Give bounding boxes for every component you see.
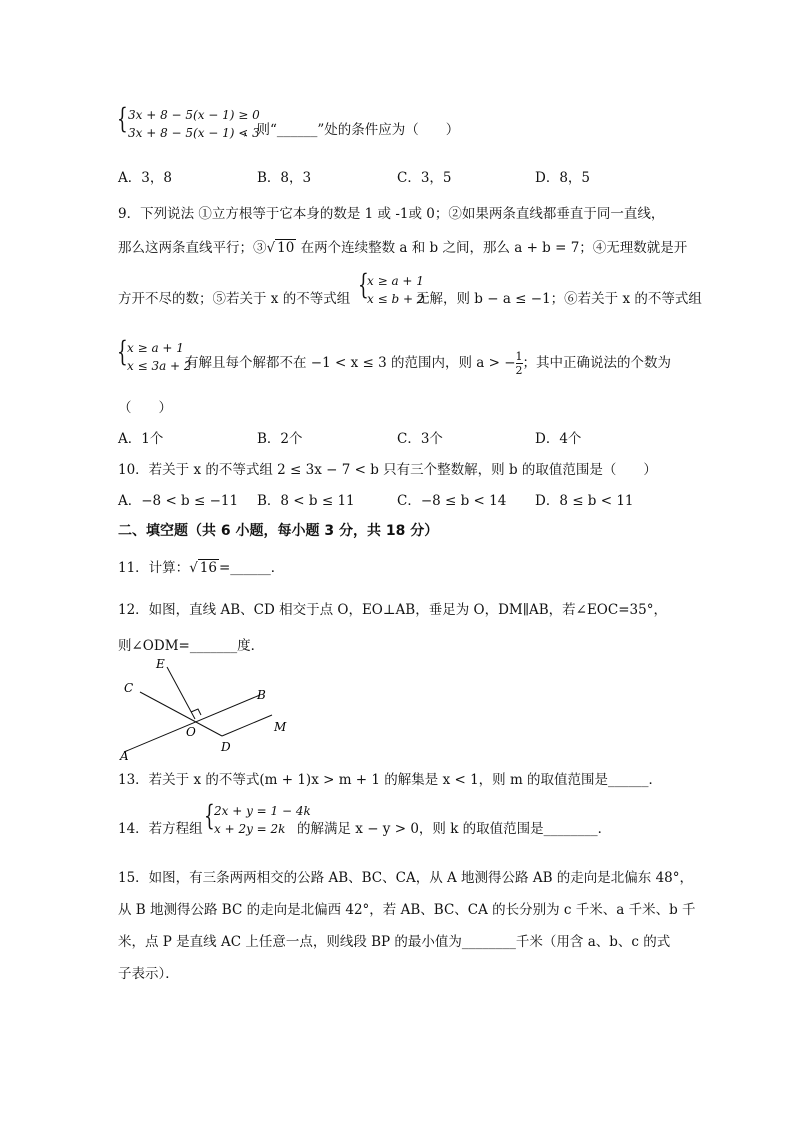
q11-text-a: 11．计算：: [118, 560, 190, 576]
q9-option-c: C．3个: [397, 431, 443, 447]
q9-sys2-line2: x ≤ 3a + 2: [127, 359, 192, 373]
q9-frac-den: 2: [515, 364, 523, 377]
q8-brace: {: [117, 102, 128, 135]
q8-sys-line1: 3x + 8 − 5(x − 1) ≥ 0: [128, 108, 260, 122]
q9-sqrt-symbol: √: [266, 240, 276, 256]
q15-line1: 15．如图，有三条两两相交的公路 AB、BC、CA，从 A 地测得公路 AB 的走向是北偏东 48°，: [118, 870, 694, 886]
q8-option-d: D．8，5: [535, 170, 591, 186]
q9-line2-a: 那么这两条直线平行；③: [118, 240, 267, 256]
q14-sys-line1: 2x + y = 1 − 4k: [214, 804, 311, 818]
q10-option-b: B．8 < b ≤ 11: [257, 493, 355, 509]
q15-line3: 米，点 P 是直线 AC 上任意一点，则线段 BP 的最小值为________千米（用含 a、b、c 的式: [118, 934, 671, 950]
q9-sys1-line1: x ≥ a + 1: [367, 274, 424, 288]
label-c: C: [124, 681, 134, 695]
section-2-heading: 二、填空题（共 6 小题，每小题 3 分，共 18 分）: [118, 523, 439, 539]
q11-line: [118, 556, 284, 576]
q9-line1: 9．下列说法 ①立方根等于它本身的数是 1 或 -1或 0；②如果两条直线都垂直于同一直线，: [118, 206, 665, 222]
q9-frac-num: 1: [515, 350, 523, 363]
q8-text: ，则“______”处的条件应为（ ）: [243, 122, 460, 138]
q8-option-c: C．3，5: [397, 170, 452, 186]
line-dm: [222, 715, 272, 736]
label-e: E: [156, 657, 165, 671]
q9-system-2: [127, 339, 192, 375]
q12-figure: [110, 652, 310, 764]
q11-text-b: =______．: [218, 560, 285, 576]
q12-line2: 则∠ODM=_______度．: [118, 638, 265, 654]
q12-line1: 12．如图，直线 AB、CD 相交于点 O，EO⊥AB，垂足为 O，DM∥AB，若∠EOC=35°，: [118, 602, 667, 618]
q9-line4-b: 有解且每个解都不在 −1 < x ≤ 3 的范围内，则 a > −: [185, 355, 516, 371]
q14-text-b: 的解满足 x − y > 0，则 k 的取值范围是________．: [297, 821, 612, 837]
q9-line2: [118, 236, 687, 256]
q14-sys-line2: x + 2y = 2k: [214, 822, 286, 836]
q15-line2: 从 B 地测得公路 BC 的走向是北偏西 42°，若 AB、BC、CA 的长分别为 c 千米、a 千米、b 千: [118, 902, 696, 918]
q10-option-c: C．−8 ≤ b < 14: [397, 493, 507, 509]
label-d: D: [221, 740, 231, 754]
q9-option-d: D．4个: [535, 431, 582, 447]
q9-sqrt-value: 10: [277, 240, 295, 256]
q10-text: 10．若关于 x 的不等式组 2 ≤ 3x − 7 < b 只有三个整数解，则 b 的取值范围是（ ）: [118, 462, 657, 478]
q9-line4-c: ；其中正确说法的个数为: [522, 355, 672, 371]
q9-option-a: A．1个: [118, 431, 164, 447]
q9-line4: [185, 350, 671, 377]
q9-line3-b: 无解，则 b − a ≤ −1；⑥若关于 x 的不等式组: [416, 291, 702, 307]
q9-sys2-line1: x ≥ a + 1: [127, 341, 184, 355]
q9-option-b: B．2个: [257, 431, 303, 447]
q11-sqrt-value: 16: [199, 560, 217, 576]
label-b: B: [257, 688, 266, 702]
q8-option-b: B．8，3: [257, 170, 312, 186]
line-eo: [167, 667, 195, 719]
q9-brace-1: {: [358, 268, 369, 301]
label-a: A: [120, 749, 129, 763]
q11-sqrt-symbol: √: [189, 560, 198, 576]
q8-option-a: A．3，8: [118, 170, 172, 186]
q10-option-a: A．−8 < b ≤ −11: [118, 493, 239, 509]
line-cd: [140, 692, 222, 736]
q15-line4: 子表示）．: [118, 966, 179, 982]
label-m: M: [274, 720, 287, 734]
q8-sys-line2: 3x + 8 − 5(x − 1) < 3: [128, 126, 260, 140]
line-ab: [124, 695, 260, 752]
q8-system: [128, 106, 260, 142]
q10-option-d: D．8 ≤ b < 11: [535, 493, 634, 509]
q9-paren: （ ）: [118, 400, 172, 416]
q9-sys1-line2: x ≤ b + 2: [367, 292, 425, 306]
label-o: O: [186, 725, 196, 739]
q14-text-a: 14．若方程组: [118, 821, 203, 837]
q13-text: 13．若关于 x 的不等式(m + 1)x > m + 1 的解集是 x < 1，则 m 的取值范围是______．: [118, 772, 663, 788]
q14-brace: {: [204, 799, 215, 832]
q9-fraction: [516, 350, 523, 377]
q9-brace-2: {: [117, 335, 128, 368]
q9-line2-b: 在两个连续整数 a 和 b 之间，那么 a + b = 7；④无理数就是开: [296, 240, 688, 256]
q9-line3-a: 方开不尽的数；⑤若关于 x 的不等式组: [118, 291, 351, 307]
